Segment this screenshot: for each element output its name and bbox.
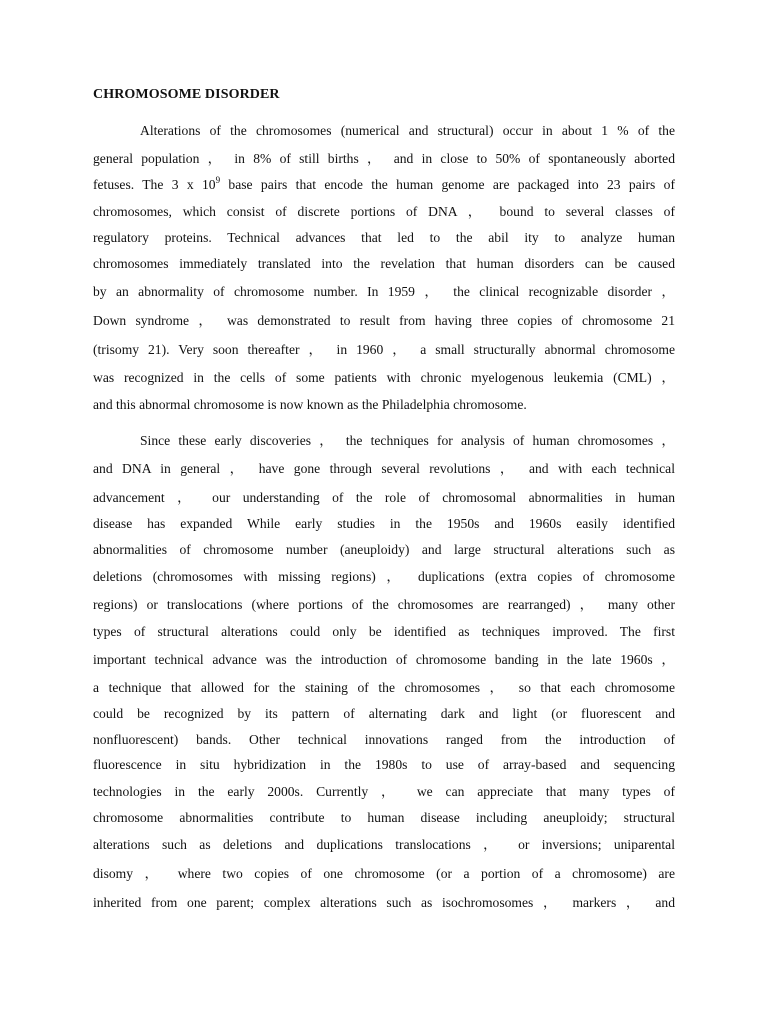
document-title: CHROMOSOME DISORDER — [93, 87, 280, 102]
paragraph-line: fluorescence in situ hybridization in the 1980s to use of array-based and sequencing — [93, 757, 675, 772]
paragraph-line: important technical advance was the introduction of chromosome banding in the late 1960s ， — [93, 652, 675, 667]
paragraph-line: alterations such as deletions and duplications translocations ， or inversions; uniparental — [93, 837, 675, 852]
paragraph-line: was recognized in the cells of some patients with chronic myelogenous leukemia (CML) ， — [93, 370, 675, 385]
paragraph-line: and this abnormal chromosome is now known as the Philadelphia chromosome. — [93, 397, 527, 412]
paragraph-line: disomy ， where two copies of one chromosome (or a portion of a chromosome) are — [93, 866, 675, 881]
paragraph-line: Alterations of the chromosomes (numerical and structural) occur in about 1 % of the — [140, 123, 675, 138]
line-text: fetuses. The 3 x 10 — [93, 177, 216, 192]
paragraph-line: types of structural alterations could only be identified as techniques improved. The first — [93, 624, 675, 639]
paragraph-line: chromosomes, which consist of discrete portions of DNA ， bound to several classes of — [93, 204, 675, 219]
paragraph-line: (trisomy 21). Very soon thereafter ， in 1960 ， a small structurally abnormal chromosome — [93, 342, 675, 357]
paragraph-line: inherited from one parent; complex alterations such as isochromosomes ， markers ， and — [93, 895, 675, 910]
paragraph-line: regions) or translocations (where portions of the chromosomes are rearranged) ， many other — [93, 597, 675, 612]
paragraph-line: abnormalities of chromosome number (aneuploidy) and large structural alterations such as — [93, 542, 675, 557]
paragraph-line: a technique that allowed for the staining of the chromosomes ， so that each chromosome — [93, 680, 675, 695]
paragraph-line: technologies in the early 2000s. Currently ， we can appreciate that many types of — [93, 784, 675, 799]
paragraph-line: nonfluorescent) bands. Other technical innovations ranged from the introduction of — [93, 732, 675, 747]
paragraph-line: chromosome abnormalities contribute to human disease including aneuploidy; structural — [93, 810, 675, 825]
paragraph-line: could be recognized by its pattern of alternating dark and light (or fluorescent and — [93, 706, 675, 721]
paragraph-line: chromosomes immediately translated into the revelation that human disorders can be caused — [93, 256, 675, 271]
paragraph-line: deletions (chromosomes with missing regions) ， duplications (extra copies of chromosome — [93, 569, 675, 584]
paragraph-line — [93, 176, 675, 194]
document-page — [93, 0, 675, 1024]
paragraph-line: by an abnormality of chromosome number. In 1959 ， the clinical recognizable disorder ， — [93, 284, 675, 299]
paragraph-line: general population ， in 8% of still births ， and in close to 50% of spontaneously aborted — [93, 151, 675, 166]
paragraph-line: Since these early discoveries ， the techniques for analysis of human chromosomes ， — [140, 433, 675, 448]
paragraph-line: Down syndrome ， was demonstrated to result from having three copies of chromosome 21 — [93, 313, 675, 328]
paragraph-line: advancement ， our understanding of the role of chromosomal abnormalities in human — [93, 490, 675, 505]
exponent: 9 — [215, 175, 221, 185]
paragraph-line: disease has expanded While early studies in the 1950s and 1960s easily identified — [93, 516, 675, 531]
line-text: base pairs that encode the human genome are packaged into 23 pairs of — [220, 177, 675, 192]
paragraph-line: and DNA in general ， have gone through several revolutions ， and with each technical — [93, 461, 675, 476]
paragraph-line: regulatory proteins. Technical advances that led to the abil ity to analyze human — [93, 230, 675, 245]
